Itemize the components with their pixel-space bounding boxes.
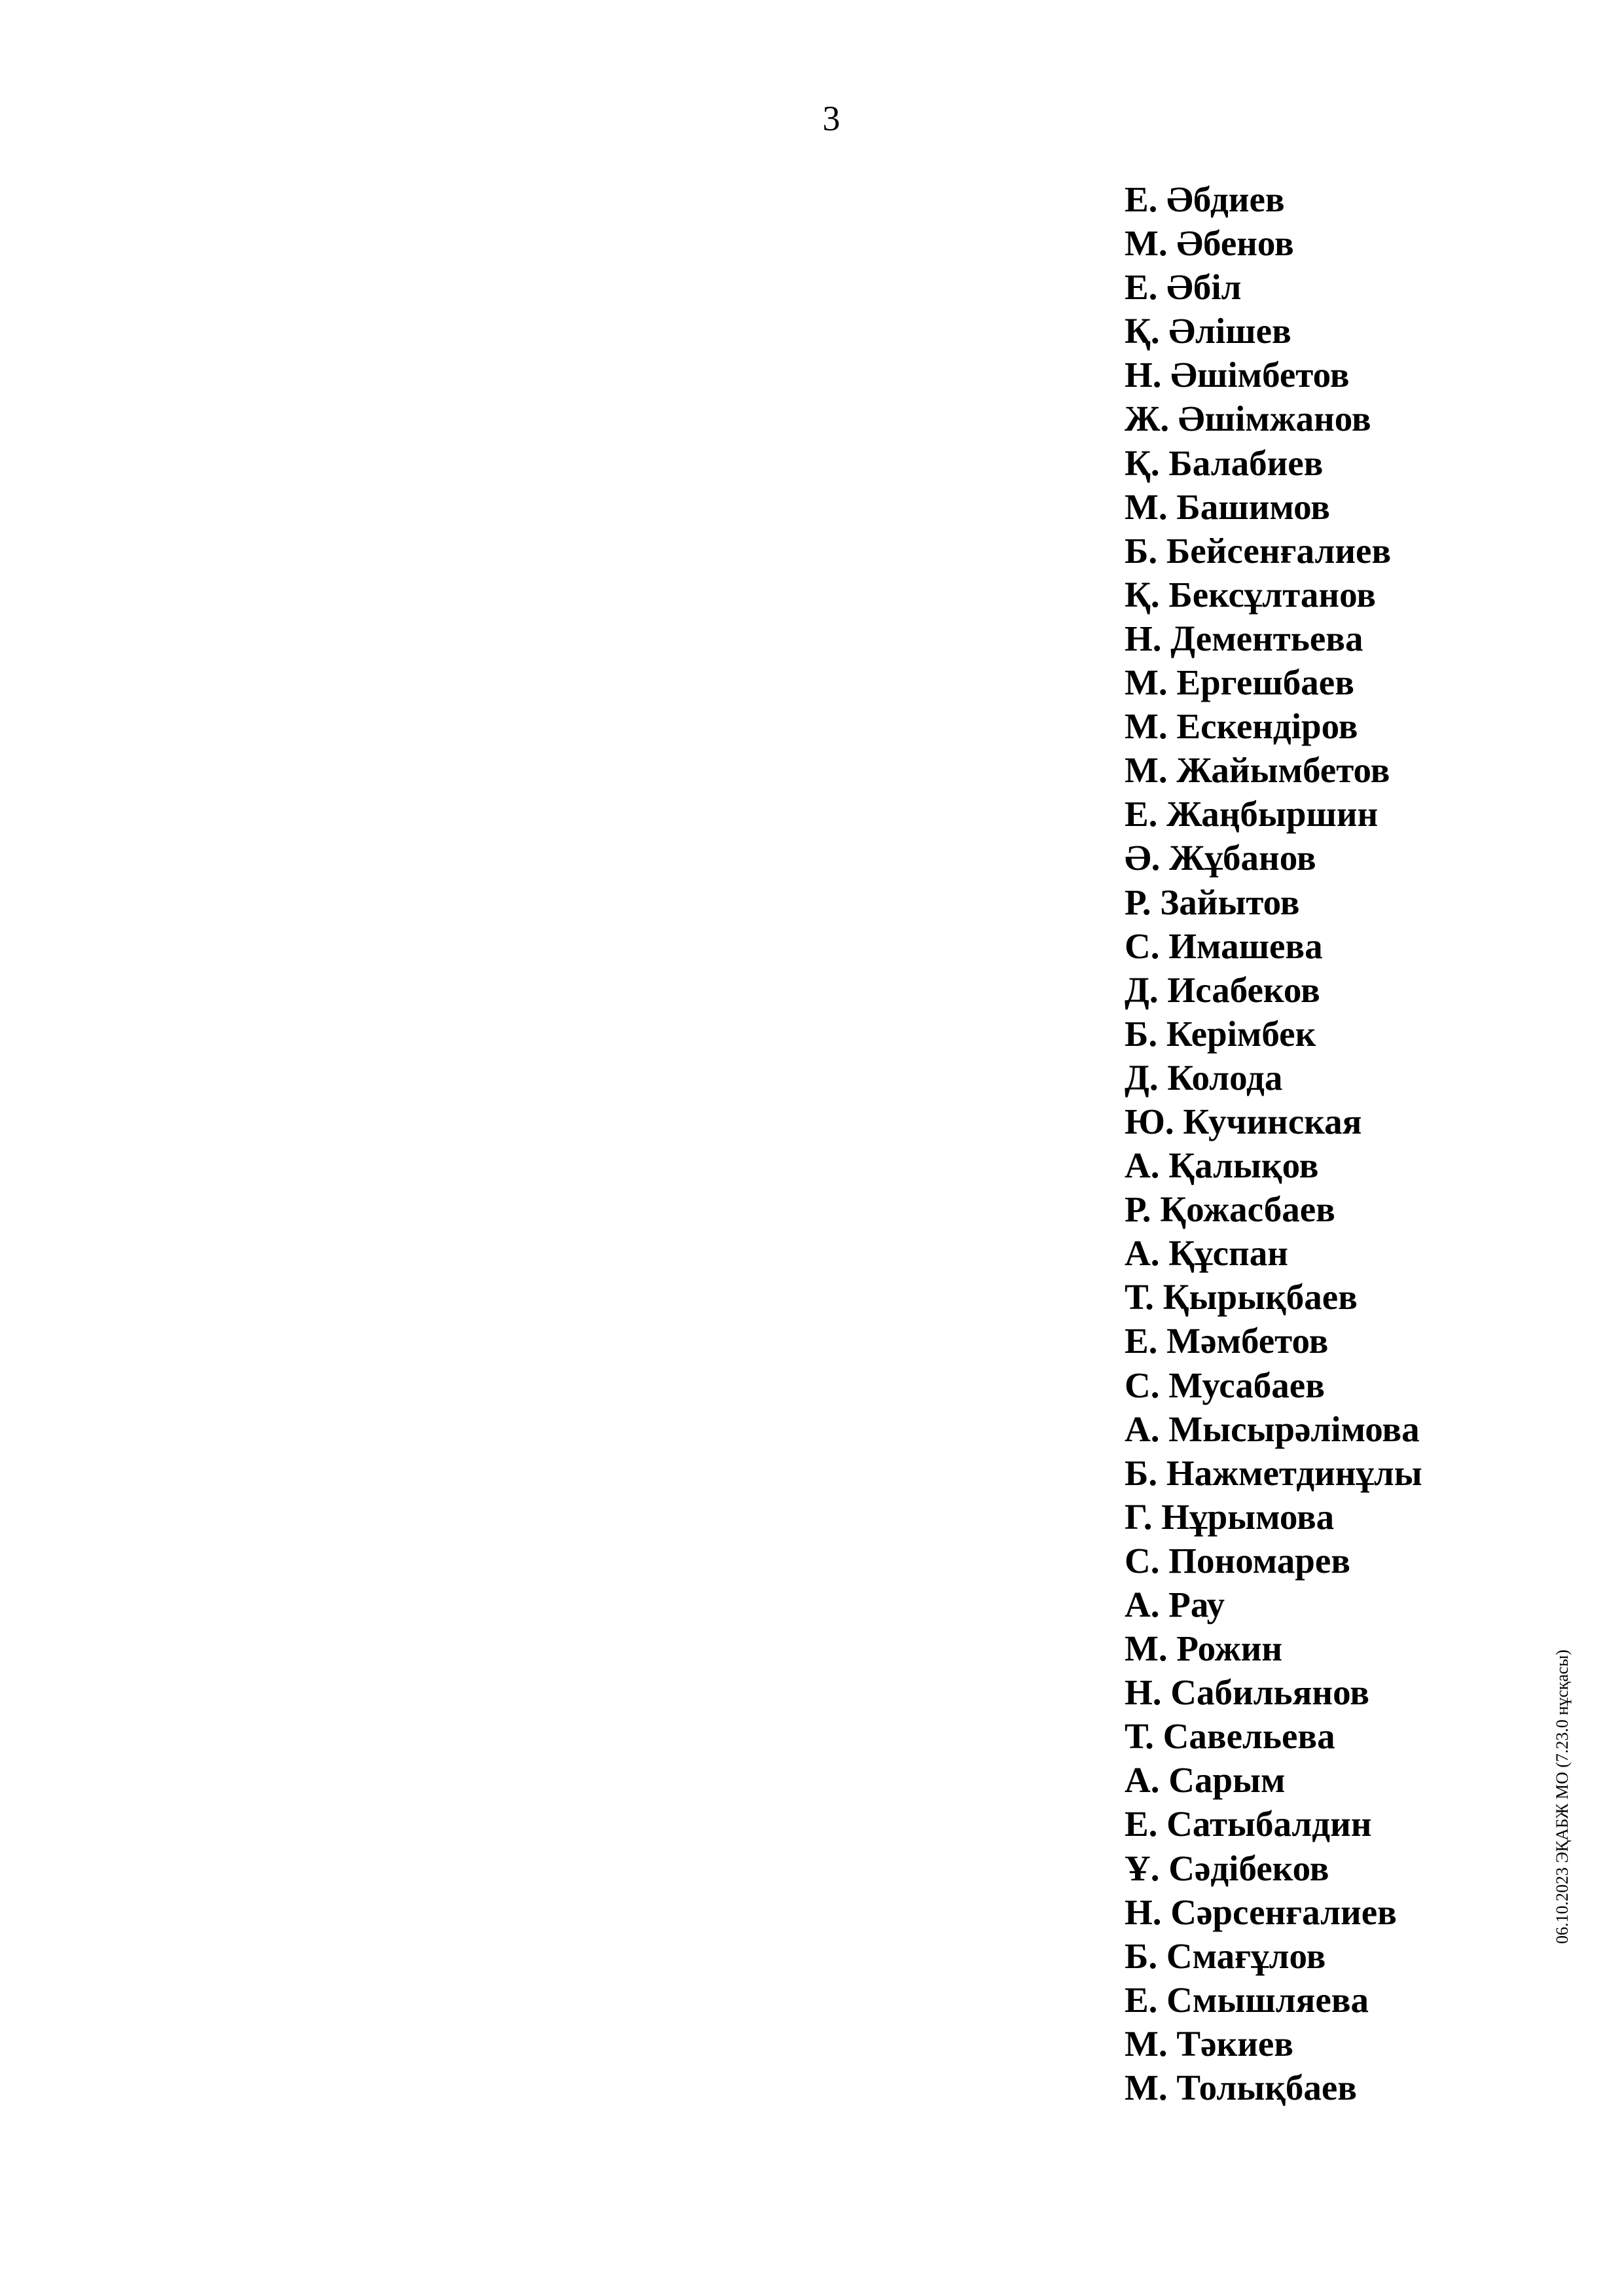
signatory-name: Е. Жаңбыршин: [1125, 794, 1379, 834]
signatory-name: Ж. Әшімжанов: [1125, 399, 1371, 439]
signatory-name: Р. Зайытов: [1125, 882, 1300, 922]
signatory-name: М. Жайымбетов: [1125, 750, 1390, 791]
signatory-name: Т. Савельева: [1125, 1716, 1335, 1757]
signatory-name: Ұ. Сәдібеков: [1125, 1848, 1329, 1888]
signatory-name: М. Әбенов: [1125, 223, 1294, 264]
document-side-stamp: 06.10.2023 ЭҚАБЖ МО (7.23.0 нұсқасы): [1553, 1649, 1572, 1944]
signatory-name: Е. Мәмбетов: [1125, 1321, 1329, 1361]
signatory-name: Қ. Әлішев: [1125, 311, 1291, 351]
signatory-name: А. Қалықов: [1125, 1145, 1319, 1186]
signatory-name: Н. Әшімбетов: [1125, 355, 1350, 395]
signatory-name: А. Рау: [1125, 1585, 1225, 1624]
signatory-name: Б. Смағұлов: [1125, 1935, 1326, 1976]
signatory-name: С. Пономарев: [1125, 1540, 1350, 1581]
signatory-name: Б. Керімбек: [1125, 1013, 1316, 1054]
signatory-name: М. Рожин: [1125, 1628, 1283, 1669]
signatory-name: А. Мысырәлімова: [1125, 1408, 1420, 1449]
signatory-name: М. Ескендіров: [1125, 706, 1358, 747]
signatories-list: [1125, 177, 1422, 2109]
signatory-name: Е. Сатыбалдин: [1125, 1804, 1372, 1844]
signatory-name: Д. Исабеков: [1125, 969, 1320, 1010]
signatory-name: Е. Әбдиев: [1125, 179, 1285, 219]
signatory-name: М. Толықбаев: [1125, 2068, 1358, 2108]
signatory-name: А. Сарым: [1125, 1760, 1286, 1801]
signatory-name: С. Мусабаев: [1125, 1365, 1325, 1405]
signatory-name: Г. Нұрымова: [1125, 1496, 1335, 1537]
signatory-name: Т. Қырықбаев: [1125, 1277, 1358, 1318]
signatory-name: Н. Дементьева: [1125, 618, 1363, 658]
signatory-name: Қ. Бексұлтанов: [1125, 574, 1376, 615]
signatory-name: Ю. Кучинская: [1125, 1101, 1362, 1141]
signatory-name: Б. Нажметдинұлы: [1125, 1452, 1422, 1493]
signatory-name: Б. Бейсенғалиев: [1125, 530, 1392, 571]
signatory-name: Н. Сабильянов: [1125, 1672, 1369, 1713]
signatory-name: С. Имашева: [1125, 925, 1323, 966]
signatory-name: Д. Колода: [1125, 1057, 1283, 1098]
signatory-name: М. Ергешбаев: [1125, 662, 1354, 703]
signatory-name: Н. Сәрсенғалиев: [1125, 1892, 1397, 1932]
signatory-name: М. Башимов: [1125, 486, 1330, 527]
page-number: 3: [822, 99, 840, 138]
signatory-name: Е. Смышляева: [1125, 1979, 1369, 2020]
signatory-name: Е. Әбіл: [1125, 267, 1242, 308]
signatory-name: Р. Қожасбаев: [1125, 1189, 1335, 1230]
signatory-name: Қ. Балабиев: [1125, 442, 1324, 483]
signatory-name: А. Құспан: [1125, 1233, 1288, 1274]
signatory-name: М. Тәкиев: [1125, 2023, 1294, 2064]
signatory-name: Ә. Жұбанов: [1125, 838, 1316, 878]
